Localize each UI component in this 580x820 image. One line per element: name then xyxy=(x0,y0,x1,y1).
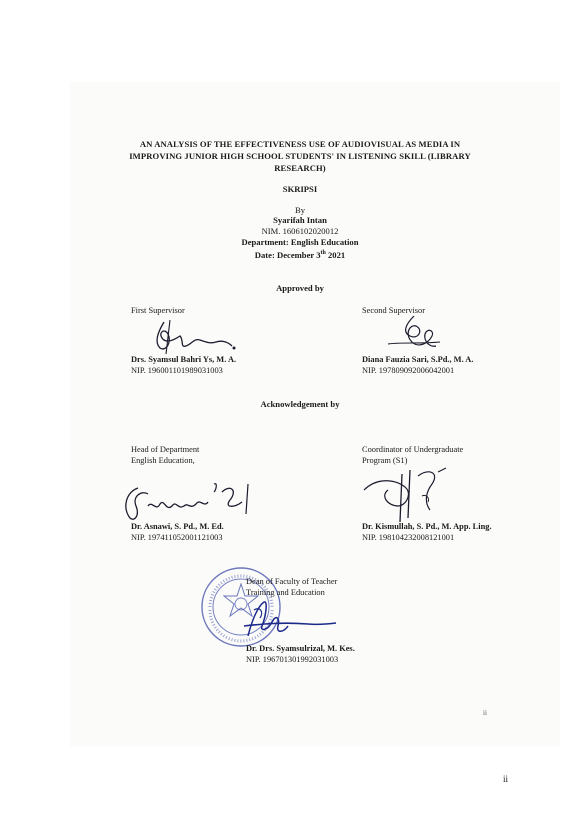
head-department-role-line1: Head of Department xyxy=(131,445,200,454)
date-prefix: Date: December 3 xyxy=(254,249,321,260)
signature-head-department xyxy=(118,478,258,524)
inner-page-number: ii xyxy=(483,709,487,717)
by-label: By xyxy=(294,205,306,215)
title-line-2: IMPROVING JUNIOR HIGH SCHOOL STUDENTS' IN LISTENING SKILL (LIBRARY xyxy=(129,151,471,161)
approved-heading: Approved by xyxy=(276,283,324,293)
dean-nip: NIP. 196701301992031003 xyxy=(246,655,339,664)
head-department-nip: NIP. 197411052001121003 xyxy=(131,533,223,542)
first-supervisor-nip: NIP. 196001101989031003 xyxy=(131,366,223,375)
date xyxy=(120,248,480,261)
first-supervisor-role: First Supervisor xyxy=(131,306,185,315)
title-line-1: AN ANALYSIS OF THE EFFECTIVENESS USE OF AUDIOVISUAL AS MEDIA IN xyxy=(139,139,461,149)
second-supervisor-nip: NIP. 197809092006042001 xyxy=(362,366,455,375)
dean-role-line1: Dean of Faculty of Teacher xyxy=(246,577,338,586)
signature-second-supervisor xyxy=(384,314,444,354)
signature-coordinator xyxy=(358,466,458,526)
coordinator-nip: NIP. 198104232008121001 xyxy=(362,533,455,542)
date-sup: th xyxy=(320,250,326,256)
department: Department: English Education xyxy=(241,237,359,247)
coordinator-name: Dr. Kismullah, S. Pd., M. App. Ling. xyxy=(362,522,492,531)
date-suffix: 2021 xyxy=(325,249,346,260)
head-department-role-line2: English Education, xyxy=(131,456,195,465)
second-supervisor-name: Diana Fauzia Sari, S.Pd., M. A. xyxy=(362,355,474,364)
doc-type: SKRIPSI xyxy=(282,184,318,194)
dean-name: Dr. Drs. Syamsulrizal, M. Kes. xyxy=(246,644,355,653)
coordinator-role-line2: Program (S1) xyxy=(362,456,408,465)
head-department-name: Dr. Asnawi, S. Pd., M. Ed. xyxy=(131,522,224,531)
thesis-title xyxy=(120,138,480,174)
title-line-3: RESEARCH) xyxy=(274,163,326,173)
page-number: ii xyxy=(503,774,509,784)
coordinator-role-line1: Coordinator of Undergraduate xyxy=(362,445,464,454)
dean-role-line2: Training and Education xyxy=(246,588,325,597)
first-supervisor-name: Drs. Syamsul Bahri Ys, M. A. xyxy=(131,355,237,364)
author-name: Syarifah Intan xyxy=(273,215,327,225)
acknowledgement-heading: Acknowledgement by xyxy=(260,399,340,409)
second-supervisor-role: Second Supervisor xyxy=(362,306,426,315)
author-nim: NIM. 1606102020012 xyxy=(261,226,339,236)
signature-first-supervisor xyxy=(150,318,245,356)
signature-dean xyxy=(238,596,338,644)
